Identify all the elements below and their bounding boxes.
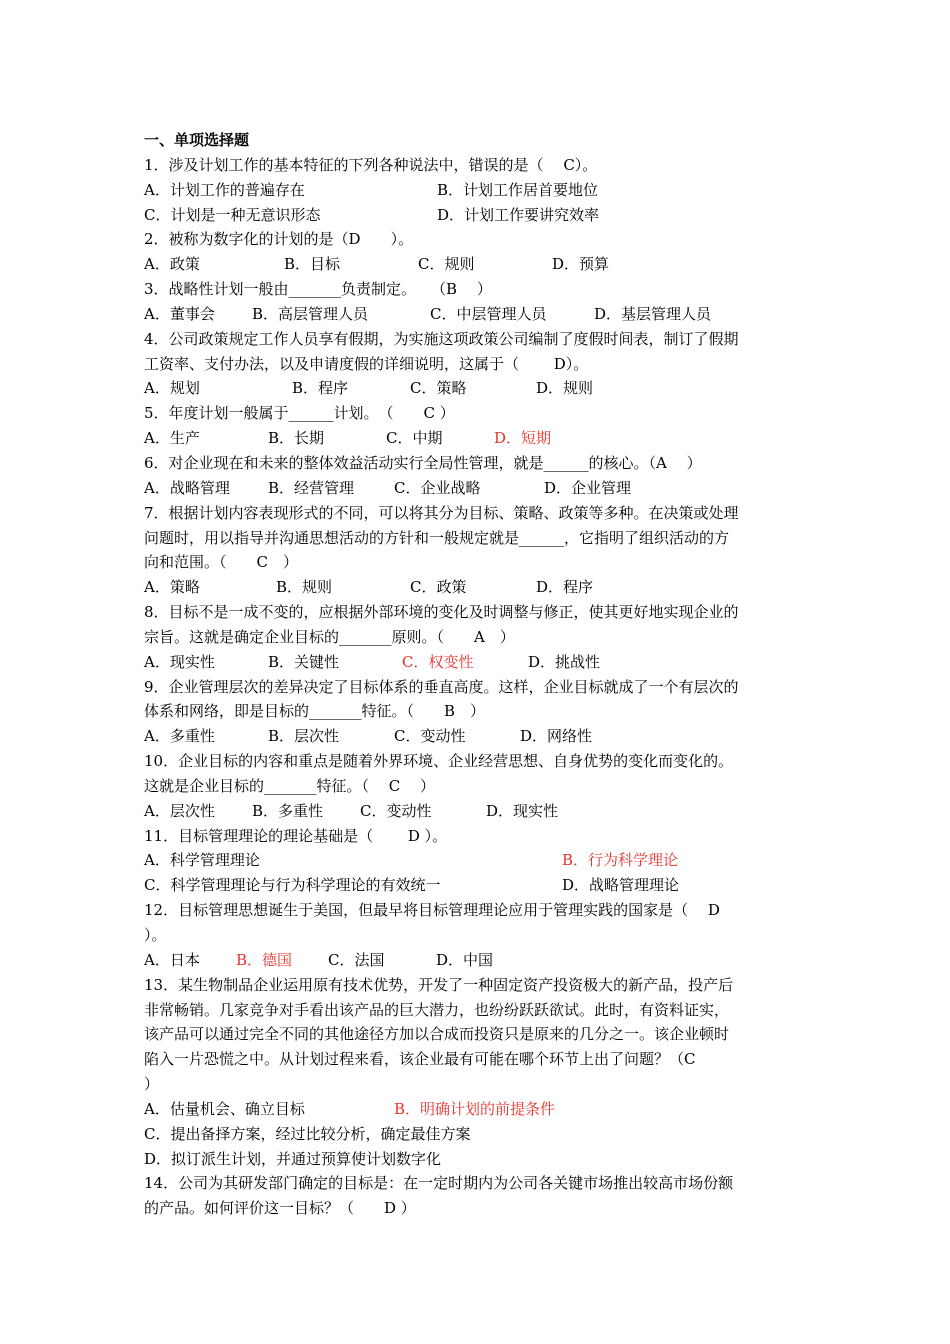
section-title: 一、单项选择题 [144,131,250,149]
question-13-option-a: A．估量机会、确立目标 [144,1099,305,1118]
question-5-options [144,426,812,451]
question-11-stem: 11．目标管理理论的理论基础是（ D ）。 [144,826,448,845]
question-8-stem-line-1: 8．目标不是一成不变的，应根据外部环境的变化及时调整与修正，使其更好地实现企业的 [144,603,739,622]
question-3-option-c: C．中层管理人员 [430,304,547,323]
question-2-option-b: B．目标 [284,255,341,274]
question-5-option-c: C．中期 [386,429,443,448]
question-7-stem-line-3: 向和范围。（ C ） [144,553,298,572]
question-12-stem-line-2: ）。 [144,926,167,944]
question-4-options [144,376,812,401]
question-8-option-c: C．权变性 [402,652,474,671]
question-1-option-c: C．计划是一种无意识形态 [144,205,321,224]
question-3-stem: 3．战略性计划一般由_______负责制定。 （B ） [144,280,492,299]
question-list [144,128,812,1221]
question-12-stem-line-1: 12．目标管理思想诞生于美国，但最早将目标管理理论应用于管理实践的国家是（ D [144,901,720,920]
question-9-stem-line-2: 体系和网络，即是目标的_______特征。（ B ） [144,702,486,721]
question-5-option-d: D．短期 [494,429,552,448]
question-2-stem: 2．被称为数字化的计划的是（D ）。 [144,230,414,249]
question-10-option-a: A．层次性 [144,801,215,820]
question-2-options [144,252,812,277]
question-13-option-d: D．拟订派生计划，并通过预算使计划数字化 [144,1149,442,1168]
question-3-option-a: A．董事会 [144,304,215,323]
question-4-option-d: D．规则 [536,379,594,398]
question-11-option-b: B．行为科学理论 [562,851,679,870]
question-14-stem-line-2: 的产品。如何评价这一目标？（ D ） [144,1199,416,1218]
question-11-option-a: A．科学管理理论 [144,851,260,870]
question-4-option-b: B．程序 [292,379,349,398]
question-12-option-d: D．中国 [436,950,494,969]
question-9-option-b: B．层次性 [268,727,340,746]
question-4-option-a: A．规划 [144,379,200,398]
question-13-stem-line-5: ） [144,1075,160,1094]
question-8-option-d: D．挑战性 [528,652,601,671]
question-11-options-row-1 [144,848,812,873]
question-3-options [144,302,812,327]
question-8-option-b: B．关键性 [268,652,340,671]
question-12-options [144,948,812,973]
question-6-stem: 6．对企业现在和未来的整体效益活动实行全局性管理，就是______的核心。（A ） [144,453,702,472]
question-10-stem-line-1: 10．企业目标的内容和重点是随着外界环境、企业经营思想、自身优势的变化而变化的。 [144,752,734,771]
question-5-option-b: B．长期 [268,429,325,448]
question-6-option-a: A．战略管理 [144,478,230,497]
question-6-option-d: D．企业管理 [544,478,632,497]
question-6-option-c: C．企业战略 [394,478,481,497]
question-7-option-c: C．政策 [410,578,467,597]
question-5-stem: 5．年度计划一般属于______计划。 （ C ） [144,404,455,423]
question-9-option-c: C．变动性 [394,727,466,746]
question-5-option-a: A．生产 [144,429,200,448]
question-2-option-d: D．预算 [552,255,610,274]
question-13-stem-line-4: 陷入一片恐慌之中。从计划过程来看，该企业最有可能在哪个环节上出了问题？（C [144,1050,696,1069]
question-2-option-a: A．政策 [144,255,200,274]
question-8-stem-line-2: 宗旨。这就是确定企业目标的_______原则。（ A ） [144,627,515,646]
question-10-option-d: D．现实性 [486,801,559,820]
question-10-option-b: B．多重性 [252,801,324,820]
question-2-option-c: C．规则 [418,255,475,274]
question-12-option-b: B．德国 [236,950,293,969]
question-13-stem-line-3: 该产品可以通过完全不同的其他途径方加以合成而投资只是原来的几分之一。该企业顿时 [144,1025,730,1044]
question-4-stem-line-1: 4．公司政策规定工作人员享有假期，为实施这项政策公司编制了度假时间表，制订了假期 [144,329,739,348]
question-1-option-d: D．计划工作要讲究效率 [437,205,600,224]
question-9-option-a: A．多重性 [144,727,215,746]
question-9-stem-line-1: 9．企业管理层次的差异决定了目标体系的垂直高度。这样，企业目标就成了一个有层次的 [144,677,739,696]
question-10-options [144,799,812,824]
question-13-option-c: C．提出备择方案，经过比较分析，确定最佳方案 [144,1124,471,1143]
question-13-stem-line-1: 13．某生物制品企业运用原有技术优势，开发了一种固定资产投资极大的新产品，投产后 [144,975,734,994]
question-3-option-d: D．基层管理人员 [594,304,712,323]
question-1-option-a: A．计划工作的普遍存在 [144,180,305,199]
question-13-stem-line-2: 非常畅销。几家竞争对手看出该产品的巨大潜力，也纷纷跃跃欲试。此时，有资料证实， [144,1000,730,1019]
question-4-option-c: C．策略 [410,379,467,398]
question-6-options [144,476,812,501]
question-3-option-b: B．高层管理人员 [252,304,369,323]
question-13-option-b: B．明确计划的前提条件 [394,1099,556,1118]
question-1-stem: 1．涉及计划工作的基本特征的下列各种说法中，错误的是（ C）。 [144,155,598,174]
question-6-option-b: B．经营管理 [268,478,355,497]
question-12-option-c: C．法国 [328,950,385,969]
question-7-option-b: B．规则 [276,578,333,597]
question-7-stem-line-2: 问题时，用以指导并沟通思想活动的方针和一般规定就是______，它指明了组织活动的方 [144,528,730,547]
question-7-options [144,575,812,600]
question-1-option-b: B．计划工作居首要地位 [437,180,599,199]
question-9-options [144,724,812,749]
question-7-option-d: D．程序 [536,578,594,597]
question-7-stem-line-1: 7．根据计划内容表现形式的不同，可以将其分为目标、策略、政策等多种。在决策或处理 [144,503,739,522]
question-13-options-row-1 [144,1097,812,1122]
question-9-option-d: D．网络性 [520,727,593,746]
question-8-options [144,650,812,675]
question-10-option-c: C．变动性 [360,801,432,820]
question-8-option-a: A．现实性 [144,652,215,671]
question-7-option-a: A．策略 [144,578,200,597]
question-10-stem-line-2: 这就是企业目标的_______特征。（ C ） [144,776,436,795]
question-12-option-a: A．日本 [144,950,200,969]
question-14-stem-line-1: 14．公司为其研发部门确定的目标是：在一定时期内为公司各关键市场推出较高市场份额 [144,1174,734,1193]
question-11-option-c: C．科学管理理论与行为科学理论的有效统一 [144,876,441,895]
question-1-options-row-1 [144,178,812,203]
question-4-stem-line-2: 工资率、支付办法，以及申请度假的详细说明，这属于（ D）。 [144,354,589,373]
question-11-options-row-2 [144,873,812,898]
question-1-options-row-2 [144,203,812,228]
question-11-option-d: D．战略管理理论 [562,876,680,895]
